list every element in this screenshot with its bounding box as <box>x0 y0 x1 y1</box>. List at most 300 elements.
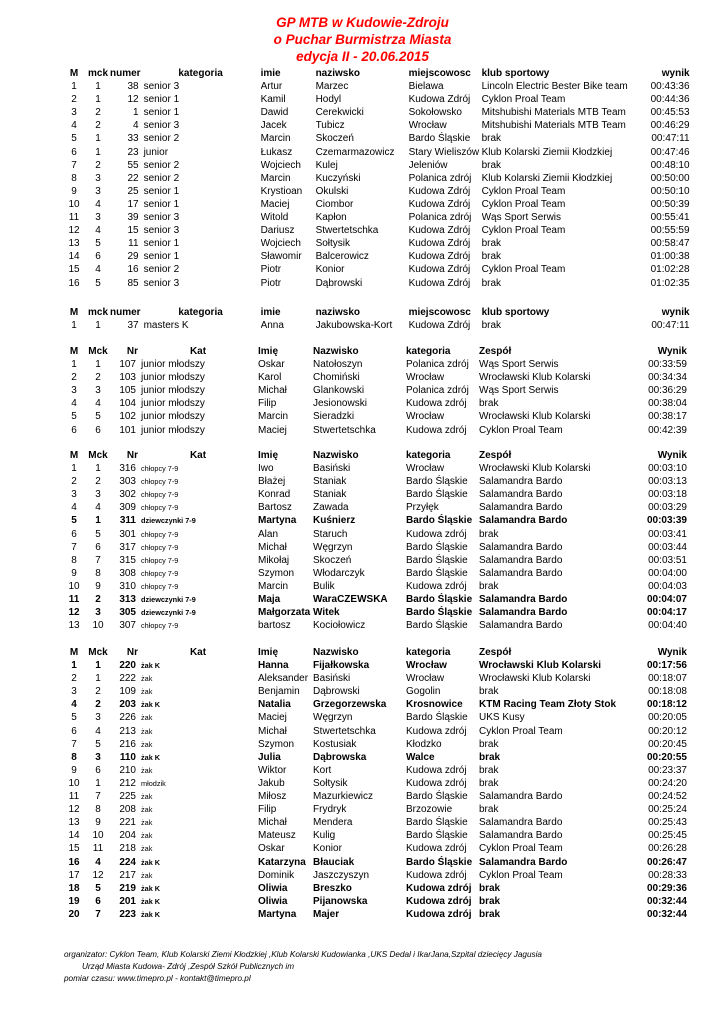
cell-mck: 2 <box>95 594 101 606</box>
cell-wynik: 00:28:33 <box>648 869 687 881</box>
cell-klub: Cyklon Proal Team <box>481 94 566 106</box>
cell-miasto: Bardo Śląskie <box>406 712 468 724</box>
cell-nazwisko: Mazurkiewicz <box>313 791 374 803</box>
cell-klub: Cyklon Proal Team <box>481 185 566 197</box>
cell-wynik: 00:04:03 <box>648 580 687 592</box>
cell-miasto: Kudowa zdrój <box>406 424 467 436</box>
cell-m: 2 <box>71 94 77 106</box>
column-header: Nr <box>126 346 138 357</box>
cell-m: 14 <box>68 251 80 263</box>
cell-klub: Lincoln Electric Bester Bike team <box>481 81 628 93</box>
table-row <box>62 277 690 290</box>
cell-imie: Dominik <box>258 869 295 881</box>
cell-nazwisko: Kuczyński <box>315 172 361 184</box>
cell-m: 9 <box>71 764 77 776</box>
cell-imie: Łukasz <box>260 146 293 158</box>
cell-mck: 6 <box>95 541 101 553</box>
cell-mck: 7 <box>95 554 101 566</box>
cell-imie: Dawid <box>260 107 289 119</box>
cell-kat: młodzik <box>141 778 166 788</box>
cell-klub: Wrocławski Klub Kolarski <box>479 411 591 423</box>
cell-wynik: 00:38:17 <box>648 411 687 423</box>
cell-mck: 2 <box>95 699 101 711</box>
cell-imie: Maciej <box>258 712 287 724</box>
cell-nr: 105 <box>119 385 136 397</box>
table-header-row <box>62 449 687 462</box>
cell-nazwisko: Stwertetschka <box>313 424 376 436</box>
cell-nazwisko: Kulig <box>313 830 336 842</box>
cell-klub: Salamandra Bardo <box>479 791 563 803</box>
cell-mck: 5 <box>95 882 101 894</box>
cell-m: 7 <box>71 738 77 750</box>
cell-mck: 3 <box>95 607 101 619</box>
cell-nr: 103 <box>119 372 136 384</box>
cell-klub: brak <box>479 398 499 410</box>
cell-wynik: 00:04:40 <box>648 620 687 632</box>
cell-nr: 29 <box>127 251 139 263</box>
cell-wynik: 00:04:17 <box>646 607 687 619</box>
cell-nazwisko: Mendera <box>313 817 353 829</box>
table-row <box>62 384 687 397</box>
cell-imie: Benjamin <box>258 686 300 698</box>
cell-miasto: Polanica zdrój <box>406 385 469 397</box>
cell-nr: 315 <box>119 554 136 566</box>
table-row <box>62 698 687 711</box>
cell-imie: Filip <box>258 398 277 410</box>
table-row <box>62 475 687 488</box>
cell-miasto: Bardo Śląskie <box>406 791 468 803</box>
cell-m: 3 <box>71 686 77 698</box>
table-row <box>62 882 687 895</box>
cell-m: 8 <box>71 172 77 184</box>
cell-wynik: 00:20:12 <box>648 725 687 737</box>
cell-imie: Marcin <box>258 580 289 592</box>
cell-klub: brak <box>479 908 501 920</box>
cell-wynik: 00:47:11 <box>651 133 690 145</box>
cell-wynik: 00:55:41 <box>650 212 690 224</box>
cell-nr: 17 <box>127 198 139 210</box>
cell-mck: 5 <box>95 738 101 750</box>
column-header: mck <box>87 68 108 79</box>
cell-wynik: 00:26:28 <box>648 843 687 855</box>
cell-m: 14 <box>68 830 80 842</box>
cell-nazwisko: Kuśnierz <box>313 515 356 527</box>
cell-nazwisko: Skoczeń <box>315 133 354 145</box>
table-row <box>62 908 687 921</box>
cell-kat: junior <box>143 146 169 158</box>
cell-wynik: 00:38:04 <box>648 398 687 410</box>
cell-kat: senior 2 <box>143 133 180 145</box>
table-row <box>62 263 690 276</box>
column-header: Imię <box>258 346 279 357</box>
column-header: Kat <box>189 450 207 461</box>
cell-miasto: Kudowa zdrój <box>406 882 472 894</box>
cell-nr: 4 <box>133 120 139 132</box>
cell-m: 3 <box>71 107 77 119</box>
cell-imie: Anna <box>260 320 284 332</box>
cell-wynik: 00:25:43 <box>648 817 687 829</box>
cell-wynik: 00:48:10 <box>650 159 690 171</box>
cell-miasto: Kudowa zdrój <box>406 843 467 855</box>
column-header: naziwsko <box>315 307 361 318</box>
column-header: Nazwisko <box>313 647 359 658</box>
cell-imie: Piotr <box>260 277 282 289</box>
cell-mck: 2 <box>95 159 101 171</box>
cell-miasto: Kłodzko <box>406 738 442 750</box>
cell-klub: Klub Kolarski Ziemii Kłodzkiej <box>481 172 613 184</box>
cell-mck: 1 <box>95 673 101 685</box>
cell-klub: brak <box>479 686 499 698</box>
cell-wynik: 00:25:45 <box>648 830 687 842</box>
cell-nazwisko: Czemarmazowicz <box>315 146 395 158</box>
table-row <box>62 803 687 816</box>
table-row <box>62 659 687 672</box>
cell-nazwisko: Basiński <box>313 463 351 475</box>
cell-m: 4 <box>71 502 77 514</box>
cell-m: 6 <box>71 725 77 737</box>
cell-klub: Salamandra Bardo <box>479 567 563 579</box>
cell-klub: brak <box>479 751 501 763</box>
cell-kat: żak <box>141 713 153 723</box>
cell-nazwisko: Bulik <box>313 580 335 592</box>
cell-nazwisko: Skoczeń <box>313 554 352 566</box>
cell-m: 1 <box>71 320 77 332</box>
cell-klub: brak <box>481 133 502 145</box>
cell-nr: 216 <box>119 738 136 750</box>
cell-wynik: 00:58:47 <box>650 238 690 250</box>
table-row <box>62 580 687 593</box>
cell-nazwisko: Sieradzki <box>313 411 355 423</box>
cell-miasto: Kudowa Zdrój <box>408 277 471 289</box>
cell-kat: senior 1 <box>143 198 180 210</box>
cell-kat: senior 2 <box>143 159 180 171</box>
cell-nr: 310 <box>119 580 136 592</box>
cell-nazwisko: Tubicz <box>315 120 345 132</box>
cell-kat: żak <box>141 674 153 684</box>
cell-m: 9 <box>71 185 77 197</box>
cell-mck: 3 <box>95 489 101 501</box>
cell-kat: chłopcy 7-9 <box>141 503 179 513</box>
cell-mck: 5 <box>95 528 101 540</box>
cell-imie: Michał <box>258 385 287 397</box>
cell-kat: chłopcy 7-9 <box>141 464 179 474</box>
cell-nr: 305 <box>119 607 136 619</box>
cell-kat: chłopcy 7-9 <box>141 568 179 578</box>
cell-nr: 210 <box>119 764 136 776</box>
cell-miasto: Kudowa zdrój <box>406 580 467 592</box>
cell-miasto: Bardo Śląskie <box>406 554 468 566</box>
table-row <box>62 410 687 423</box>
table-row <box>62 198 690 211</box>
cell-kat: żak <box>141 844 153 854</box>
column-header: mck <box>87 307 108 318</box>
cell-nr: 39 <box>127 212 139 224</box>
cell-nazwisko: Basiński <box>313 673 351 685</box>
cell-miasto: Bardo Śląskie <box>406 817 468 829</box>
cell-kat: junior młodszy <box>141 411 205 423</box>
cell-imie: Piotr <box>260 264 282 276</box>
cell-imie: Oskar <box>258 843 285 855</box>
cell-m: 1 <box>71 359 77 371</box>
cell-imie: Krystioan <box>260 185 303 197</box>
cell-miasto: Stary Wieliszów <box>408 146 480 158</box>
cell-imie: bartosz <box>258 620 291 632</box>
cell-klub: Salamandra Bardo <box>479 554 563 566</box>
cell-nazwisko: Dąbrowska <box>313 751 367 763</box>
cell-wynik: 00:47:11 <box>651 320 690 332</box>
cell-nr: 220 <box>119 660 136 672</box>
cell-nr: 212 <box>119 777 136 789</box>
cell-nr: 55 <box>127 159 139 171</box>
cell-mck: 12 <box>92 869 104 881</box>
column-header: kategoria <box>406 647 451 658</box>
cell-miasto: Bardo Śląskie <box>406 489 468 501</box>
cell-miasto: Wrocław <box>406 660 447 672</box>
cell-nr: 109 <box>119 686 136 698</box>
table-row <box>62 93 690 106</box>
cell-m: 13 <box>68 620 80 632</box>
cell-wynik: 00:18:12 <box>646 699 687 711</box>
column-header: imie <box>260 307 281 318</box>
cell-mck: 4 <box>95 264 101 276</box>
cell-wynik: 00:36:29 <box>648 385 687 397</box>
cell-wynik: 00:50:00 <box>650 172 690 184</box>
cell-wynik: 00:50:39 <box>650 198 690 210</box>
cell-wynik: 00:04:00 <box>648 567 687 579</box>
cell-imie: Michał <box>258 541 287 553</box>
cell-mck: 2 <box>95 107 101 119</box>
cell-m: 16 <box>68 277 80 289</box>
cell-m: 12 <box>68 804 80 816</box>
title-line-2: o Puchar Burmistrza Miasta <box>273 32 452 47</box>
cell-imie: Marcin <box>260 172 291 184</box>
cell-klub: brak <box>481 320 502 332</box>
cell-nr: 225 <box>119 791 136 803</box>
cell-nazwisko: Kociołowicz <box>313 620 366 632</box>
table-row <box>62 146 690 159</box>
cell-nr: 311 <box>119 515 136 527</box>
cell-miasto: Bardo Śląskie <box>406 620 468 632</box>
cell-nazwisko: Kapłon <box>315 212 347 224</box>
cell-wynik: 00:46:29 <box>650 120 690 132</box>
cell-wynik: 00:18:07 <box>648 673 687 685</box>
cell-wynik: 00:42:39 <box>648 424 687 436</box>
cell-nazwisko: Sołtysik <box>313 777 348 789</box>
cell-kat: dziewczynki 7-9 <box>141 516 196 526</box>
cell-m: 3 <box>71 489 77 501</box>
cell-nr: 313 <box>119 594 136 606</box>
cell-mck: 1 <box>95 146 101 158</box>
cell-klub: UKS Kusy <box>479 712 525 724</box>
cell-wynik: 00:20:05 <box>648 712 687 724</box>
column-header: wynik <box>661 68 690 79</box>
cell-wynik: 00:47:46 <box>650 146 690 158</box>
cell-nazwisko: Kostusiak <box>313 738 357 750</box>
cell-kat: żak K <box>141 883 161 893</box>
cell-mck: 4 <box>95 398 101 410</box>
cell-mck: 3 <box>95 712 101 724</box>
cell-kat: junior młodszy <box>141 424 205 436</box>
table-row <box>62 829 687 842</box>
table-row <box>62 764 687 777</box>
cell-mck: 8 <box>95 567 101 579</box>
column-header: miejscowosc <box>408 68 471 79</box>
cell-imie: Dariusz <box>260 225 295 237</box>
results-table-1 <box>62 67 690 290</box>
cell-m: 12 <box>68 225 80 237</box>
cell-miasto: Gogolin <box>406 686 441 698</box>
cell-imie: Błażej <box>258 476 286 488</box>
column-header: M <box>69 647 79 658</box>
cell-klub: Salamandra Bardo <box>479 476 563 488</box>
cell-m: 4 <box>71 398 77 410</box>
cell-imie: Wiktor <box>258 764 287 776</box>
cell-kat: senior 3 <box>143 81 180 93</box>
cell-miasto: Kudowa Zdrój <box>408 251 471 263</box>
cell-imie: Maciej <box>258 424 287 436</box>
cell-mck: 1 <box>95 777 101 789</box>
table-row <box>62 106 690 119</box>
column-header: Wynik <box>657 450 687 461</box>
cell-nazwisko: Frydryk <box>313 804 347 816</box>
cell-imie: Wojciech <box>260 238 301 250</box>
cell-mck: 3 <box>95 172 101 184</box>
cell-klub: Wrocławski Klub Kolarski <box>479 372 591 384</box>
cell-kat: chłopcy 7-9 <box>141 542 179 552</box>
cell-klub: Salamandra Bardo <box>479 817 563 829</box>
cell-miasto: Kudowa zdrój <box>406 764 467 776</box>
cell-mck: 6 <box>95 424 101 436</box>
cell-miasto: Przyłęk <box>406 502 439 514</box>
cell-miasto: Bardo Śląskie <box>406 567 468 579</box>
cell-imie: Szymon <box>258 738 295 750</box>
cell-kat: żak <box>141 870 153 880</box>
cell-mck: 5 <box>95 411 101 423</box>
cell-nr: 25 <box>127 185 139 197</box>
footer-organizers: organizator: Cyklon Team, Klub Kolarski Ziemi Kłodzkiej ,Klub Kolarski Kudowianka ,UKS Dedal i IkarJana,Szpital dziecięcy Jagusia <box>64 950 542 959</box>
cell-nazwisko: Dąbrowski <box>313 686 360 698</box>
cell-mck: 2 <box>95 120 101 132</box>
cell-klub: Salamandra Bardo <box>479 856 568 868</box>
cell-kat: junior młodszy <box>141 398 205 410</box>
cell-nazwisko: Węgrzyn <box>313 541 353 553</box>
cell-nazwisko: Błauciak <box>313 856 355 868</box>
cell-mck: 7 <box>95 791 101 803</box>
cell-nazwisko: Stwertetschka <box>315 225 379 237</box>
footer-organizers-cont: Urząd Miasta Kudowa- Zdrój ,Zespół Szkół Publicznych im <box>82 962 295 971</box>
cell-m: 6 <box>71 146 77 158</box>
cell-imie: Szymon <box>258 567 295 579</box>
cell-mck: 4 <box>95 225 101 237</box>
cell-m: 6 <box>71 424 77 436</box>
cell-wynik: 00:03:10 <box>648 463 687 475</box>
cell-wynik: 00:25:24 <box>648 804 687 816</box>
cell-wynik: 00:45:53 <box>650 107 690 119</box>
cell-imie: Miłosz <box>258 791 287 803</box>
cell-miasto: Polanica zdrój <box>408 212 472 224</box>
cell-nazwisko: Witek <box>313 607 340 619</box>
cell-m: 5 <box>71 133 77 145</box>
table-row <box>62 790 687 803</box>
cell-miasto: Wrocław <box>406 463 445 475</box>
cell-m: 7 <box>71 159 77 171</box>
cell-m: 10 <box>68 198 80 210</box>
cell-miasto: Bardo Śląskie <box>406 856 473 868</box>
cell-nr: 222 <box>119 673 136 685</box>
cell-nr: 107 <box>119 359 136 371</box>
cell-nr: 213 <box>119 725 136 737</box>
cell-kat: masters K <box>143 320 189 332</box>
cell-nazwisko: Cerekwicki <box>315 107 364 119</box>
cell-nazwisko: Konior <box>315 264 345 276</box>
cell-mck: 9 <box>95 817 101 829</box>
cell-wynik: 00:18:08 <box>648 686 687 698</box>
cell-nazwisko: Stwertetschka <box>313 725 376 737</box>
cell-imie: Mateusz <box>258 830 296 842</box>
cell-kat: chłopcy 7-9 <box>141 490 179 500</box>
table-header-row <box>62 345 687 358</box>
cell-m: 2 <box>71 476 77 488</box>
cell-m: 2 <box>71 673 77 685</box>
cell-mck: 5 <box>95 238 101 250</box>
cell-klub: Cyklon Proal Team <box>479 725 563 737</box>
cell-klub: brak <box>481 159 502 171</box>
cell-mck: 4 <box>95 856 101 868</box>
cell-nazwisko: Staruch <box>313 528 348 540</box>
table-row <box>62 462 687 475</box>
column-header: Zespół <box>479 346 512 357</box>
cell-imie: Jakub <box>258 777 285 789</box>
cell-kat: żak K <box>141 752 161 762</box>
document-title <box>0 14 725 65</box>
results-table-2 <box>62 306 690 332</box>
cell-nr: 110 <box>119 751 136 763</box>
cell-nr: 12 <box>127 94 139 106</box>
cell-wynik: 00:32:44 <box>646 908 687 920</box>
column-header: imie <box>260 68 281 79</box>
cell-kat: senior 3 <box>143 120 180 132</box>
cell-nr: 317 <box>119 541 136 553</box>
cell-kat: chłopcy 7-9 <box>141 621 179 631</box>
cell-mck: 1 <box>95 660 101 672</box>
cell-kat: dziewczynki 7-9 <box>141 608 196 618</box>
cell-nazwisko: Majer <box>313 908 340 920</box>
cell-wynik: 00:26:47 <box>646 856 687 868</box>
cell-mck: 9 <box>95 580 101 592</box>
cell-klub: Wrocławski Klub Kolarski <box>479 673 591 685</box>
column-header: Kat <box>189 647 207 658</box>
cell-nazwisko: WaraCZEWSKA <box>313 594 388 606</box>
cell-m: 11 <box>68 791 80 803</box>
column-header: miejscowosc <box>408 307 471 318</box>
table-row <box>62 514 687 527</box>
cell-imie: Maja <box>258 594 281 606</box>
cell-kat: dziewczynki 7-9 <box>141 595 196 605</box>
column-header: Mck <box>88 647 108 658</box>
cell-klub: Salamandra Bardo <box>479 607 568 619</box>
column-header: Imię <box>258 450 279 461</box>
cell-imie: Marcin <box>258 411 289 423</box>
cell-nr: 101 <box>119 424 136 436</box>
cell-nr: 223 <box>119 908 136 920</box>
cell-nazwisko: Marzec <box>315 81 349 93</box>
cell-nazwisko: Jesionowski <box>313 398 367 410</box>
cell-nazwisko: Glankowski <box>313 385 365 397</box>
cell-nr: 23 <box>127 146 139 158</box>
cell-mck: 7 <box>95 908 101 920</box>
cell-imie: Bartosz <box>258 502 292 514</box>
cell-miasto: Wrocław <box>406 673 445 685</box>
